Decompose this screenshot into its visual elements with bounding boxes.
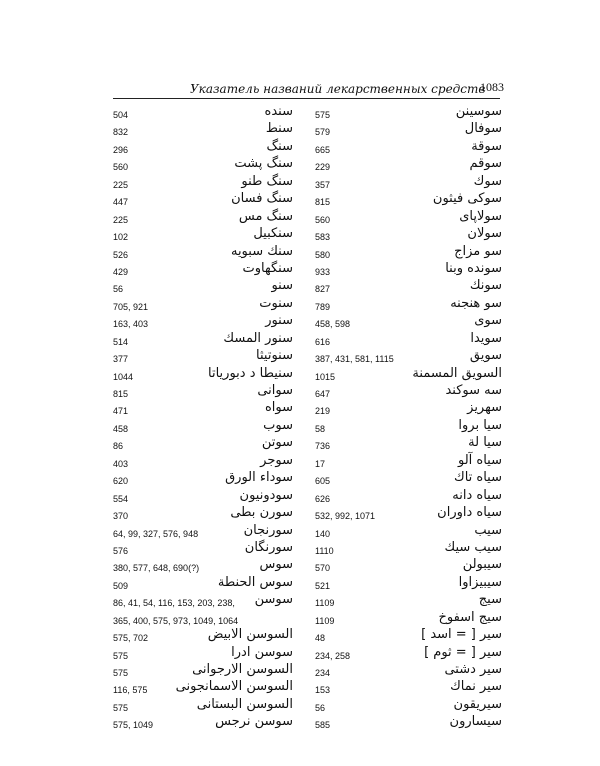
page-refs: 48 — [315, 633, 326, 644]
index-term: سونده وبنا — [445, 260, 502, 276]
page-refs: 365, 400, 575, 973, 1049, 1064 — [113, 615, 239, 626]
index-entry — [315, 103, 502, 120]
index-entry — [113, 661, 293, 678]
index-term: سیج اسفوخ — [438, 609, 502, 625]
header-title: Указатель названий лекарственных средств — [190, 82, 486, 96]
index-term: سیا لة — [468, 435, 502, 451]
index-term: سیسارون — [449, 714, 502, 730]
page-refs: 509 — [113, 580, 129, 591]
index-entry — [315, 347, 502, 364]
index-entry — [113, 574, 293, 591]
index-entry — [113, 556, 293, 573]
page-refs: 605 — [315, 476, 331, 487]
index-entry — [113, 539, 293, 556]
index-term: سوسن ادرا — [231, 644, 293, 660]
index-entry — [315, 225, 502, 242]
index-term: سیا بروا — [458, 417, 502, 433]
index-term: سیر [ = ثوم ] — [424, 644, 502, 660]
index-term: السوسن البستانی — [196, 696, 293, 712]
index-entry — [315, 626, 502, 643]
index-entry — [113, 295, 293, 312]
index-term: سیاه آلو — [457, 452, 502, 468]
index-entry — [315, 713, 502, 730]
index-term: سوسینن — [455, 104, 502, 119]
header-rule — [113, 98, 500, 99]
page-refs: 579 — [315, 127, 331, 138]
index-term: سیاه دانه — [452, 487, 502, 503]
index-entry — [315, 173, 502, 190]
page-refs: 575 — [113, 668, 129, 678]
page-refs: 532, 992, 1071 — [315, 511, 376, 522]
index-term: سو هنجنه — [450, 295, 502, 311]
index-entry — [315, 190, 502, 207]
index-term: سیبیزاوا — [458, 574, 502, 590]
index-entry — [113, 644, 293, 661]
page-refs: 665 — [315, 144, 331, 155]
index-entry — [315, 591, 502, 608]
index-term: سو مزاج — [454, 243, 502, 259]
page-refs: 140 — [315, 528, 331, 539]
index-entry — [113, 417, 293, 434]
index-entry — [113, 120, 293, 137]
index-term: سوك — [473, 173, 502, 189]
page-refs: 815 — [113, 389, 129, 399]
page-refs: 789 — [315, 301, 331, 312]
page-refs: 575 — [315, 110, 331, 120]
page-refs: 832 — [113, 127, 129, 138]
index-term: سه سوکند — [445, 383, 502, 398]
index-entry — [315, 138, 502, 155]
index-term: سویق — [469, 348, 502, 364]
index-term: سیاه داوران — [437, 505, 502, 521]
index-term: سوتن — [261, 435, 293, 451]
page-refs: 514 — [113, 336, 129, 347]
index-entry — [315, 382, 502, 399]
index-term: سنگهاوت — [242, 260, 293, 276]
index-term: السوسن الارجوانی — [192, 662, 293, 677]
index-term: سوسن — [254, 592, 293, 608]
index-term: سیر نماك — [450, 679, 502, 695]
index-term: سنگ طنو — [241, 173, 293, 189]
index-entry — [113, 434, 293, 451]
index-entry — [315, 452, 502, 469]
index-entry — [113, 138, 293, 155]
page-refs: 370 — [113, 511, 129, 522]
index-entry — [315, 208, 502, 225]
index-term: سوقة — [471, 138, 502, 154]
index-entry — [113, 678, 293, 695]
page-refs: 583 — [315, 232, 331, 243]
index-term: سنو — [271, 278, 293, 294]
index-term: سهریز — [467, 400, 502, 416]
page-refs: 570 — [315, 563, 331, 574]
page-refs: 576 — [113, 545, 129, 556]
page-refs: 229 — [315, 162, 331, 173]
index-entry — [113, 243, 293, 260]
index-entry — [315, 277, 502, 294]
page-refs: 585 — [315, 720, 331, 731]
page-refs: 64, 99, 327, 576, 948 — [113, 528, 199, 539]
page-refs: 575, 702 — [113, 633, 149, 644]
index-entry — [113, 155, 293, 172]
index-entry — [113, 260, 293, 277]
page-refs: 933 — [315, 266, 331, 277]
index-term: سیر [ = اسد ] — [421, 627, 502, 643]
index-term: سیب سیك — [444, 539, 502, 555]
page-refs: 705, 921 — [113, 301, 149, 312]
index-entry — [315, 434, 502, 451]
page-refs: 1109 — [315, 598, 335, 609]
page-refs: 296 — [113, 144, 129, 155]
index-term: سوجر — [260, 452, 293, 468]
index-entry — [113, 365, 293, 382]
page-refs: 153 — [315, 685, 331, 696]
index-entry — [113, 208, 293, 225]
index-term: سونك — [469, 278, 502, 294]
index-entry — [113, 522, 293, 539]
index-entry — [315, 365, 502, 382]
index-entry — [113, 452, 293, 469]
index-term: سورن بطی — [230, 505, 293, 521]
page-refs: 575, 1049 — [113, 720, 154, 731]
index-term: سورنجان — [243, 522, 293, 538]
index-entry — [113, 626, 293, 643]
page-refs: 1044 — [113, 371, 134, 382]
index-term: سیج — [478, 592, 502, 608]
index-term: السویق المسمنة — [412, 365, 502, 381]
index-term: سیر دشتی — [444, 662, 502, 677]
page-refs: 447 — [113, 197, 129, 208]
index-term: سوقم — [469, 156, 502, 172]
page-refs: 357 — [315, 179, 331, 190]
index-column-right — [315, 103, 502, 731]
index-entry — [315, 609, 502, 626]
index-entry — [315, 574, 502, 591]
page-refs: 580 — [315, 249, 331, 260]
page-refs: 225 — [113, 214, 129, 225]
index-term: السوسن الابیض — [207, 627, 293, 643]
page-refs: 219 — [315, 406, 331, 417]
index-entry — [315, 522, 502, 539]
page-refs: 1109 — [315, 615, 335, 626]
index-term: سولاپای — [459, 208, 502, 224]
index-term: سیاه تاك — [453, 470, 502, 486]
index-term: سودونیون — [239, 487, 293, 503]
index-term: سواه — [264, 400, 293, 416]
page-refs: 827 — [315, 284, 331, 295]
index-entry — [315, 696, 502, 713]
page-refs: 575 — [113, 702, 129, 713]
index-entry — [315, 312, 502, 329]
index-term: سوانی — [257, 383, 293, 398]
page-refs: 554 — [113, 493, 129, 504]
index-entry — [113, 713, 293, 730]
index-term: سوسن نرجس — [215, 714, 293, 730]
page-refs: 380, 577, 648, 690(?) — [113, 563, 200, 574]
index-entry — [113, 399, 293, 416]
index-entry — [315, 504, 502, 521]
page-refs: 377 — [113, 354, 129, 365]
page-refs: 403 — [113, 458, 129, 469]
index-term: سوفال — [464, 121, 502, 137]
index-entry — [113, 225, 293, 242]
index-entry — [315, 661, 502, 678]
page-refs: 86, 41, 54, 116, 153, 203, 238, — [113, 598, 235, 609]
index-entry — [315, 469, 502, 486]
page-refs: 387, 431, 581, 1115 — [315, 354, 394, 365]
index-term: سوب — [263, 417, 293, 433]
page-refs: 116, 575 — [113, 685, 148, 696]
index-entry — [315, 417, 502, 434]
page-refs: 86 — [113, 441, 124, 452]
page-refs: 225 — [113, 179, 129, 190]
index-term: سویدا — [470, 330, 502, 346]
index-entry — [113, 696, 293, 713]
index-term: سنده — [264, 104, 293, 119]
page-refs: 616 — [315, 336, 331, 347]
index-entry — [315, 330, 502, 347]
index-entry — [315, 295, 502, 312]
index-entry — [315, 644, 502, 661]
index-term: سنیطا د دبوریاتا — [208, 365, 293, 381]
index-term: سولان — [467, 226, 502, 242]
index-term: سوداء الورق — [225, 470, 293, 486]
index-term: سنوتیثا — [256, 348, 293, 364]
index-entry — [113, 173, 293, 190]
page-refs: 815 — [315, 197, 331, 208]
page-refs: 56 — [315, 702, 326, 713]
page-refs: 458 — [113, 423, 129, 434]
page-refs: 620 — [113, 476, 129, 487]
page-refs: 526 — [113, 249, 129, 260]
page-refs: 58 — [315, 423, 326, 434]
index-term: سنك سبویه — [230, 243, 293, 259]
index-entry — [315, 539, 502, 556]
index-term: سنور المسك — [223, 330, 293, 346]
index-term: سنگ فسان — [231, 191, 293, 207]
page-refs: 736 — [315, 441, 331, 452]
index-term: سنوت — [259, 295, 293, 311]
page-refs: 647 — [315, 389, 331, 399]
index-term: سنگ مس — [238, 208, 293, 224]
page-refs: 521 — [315, 580, 331, 591]
index-entry — [113, 103, 293, 120]
page-number: 1083 — [480, 80, 504, 94]
page-refs: 471 — [113, 406, 129, 417]
page-refs: 56 — [113, 284, 124, 295]
index-entry — [315, 155, 502, 172]
index-term: سورنگان — [244, 539, 293, 555]
index-entry — [315, 243, 502, 260]
index-term: سنگ — [266, 138, 293, 154]
page-refs: 163, 403 — [113, 319, 149, 330]
index-entry — [113, 469, 293, 486]
page-refs: 429 — [113, 266, 129, 277]
index-term: سنکبیل — [253, 226, 293, 242]
index-entry — [315, 556, 502, 573]
index-entry — [113, 382, 293, 399]
index-term: سنگ پشت — [234, 156, 293, 172]
index-entry — [315, 678, 502, 695]
page-refs: 1015 — [315, 371, 336, 382]
page-refs: 458, 598 — [315, 319, 351, 330]
page-refs: 504 — [113, 110, 129, 120]
index-entry — [315, 487, 502, 504]
index-term: سوکی فیثون — [432, 191, 502, 207]
index-entry — [113, 277, 293, 294]
index-term: سیب — [474, 522, 502, 538]
index-entry — [315, 120, 502, 137]
index-entry — [113, 330, 293, 347]
index-entry — [113, 609, 293, 626]
page-refs: 560 — [113, 162, 129, 173]
index-entry — [113, 312, 293, 329]
index-entry — [113, 347, 293, 364]
index-entry — [315, 399, 502, 416]
index-term: سوس — [259, 557, 293, 573]
index-entry — [315, 260, 502, 277]
page-refs: 17 — [315, 458, 326, 469]
index-term: سنط — [265, 121, 293, 137]
index-column-left — [113, 103, 293, 731]
page-refs: 1110 — [315, 545, 334, 556]
page-refs: 234 — [315, 668, 331, 678]
index-entry — [113, 190, 293, 207]
page-refs: 102 — [113, 232, 129, 243]
page-refs: 560 — [315, 214, 331, 225]
index-term: السوسن الاسمانجونی — [175, 679, 293, 695]
page-refs: 234, 258 — [315, 650, 351, 661]
index-entry — [113, 591, 293, 608]
page-refs: 575 — [113, 650, 129, 661]
page-refs: 626 — [315, 493, 331, 504]
index-entry — [113, 504, 293, 521]
index-term: سوس الحنطة — [217, 574, 293, 590]
index-term: سیبولن — [462, 557, 502, 573]
index-term: سیریقون — [453, 696, 502, 712]
index-entry — [113, 487, 293, 504]
index-term: سنور — [265, 313, 293, 329]
index-term: سوی — [474, 313, 502, 329]
